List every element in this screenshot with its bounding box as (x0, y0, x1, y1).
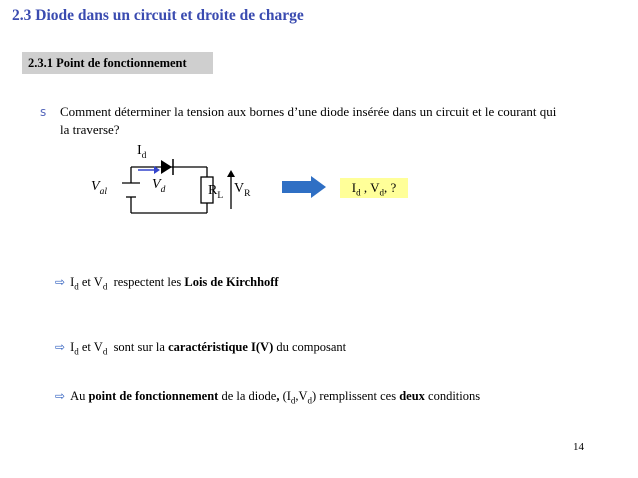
arrow-right-icon: ⇨ (55, 340, 66, 354)
point-operating: ⇨ Au point de fonctionnement de la diode, $(I_d,V_d)$ remplissent ces deux conditions (55, 389, 481, 406)
question-text: Comment déterminer la tension aux bornes d’une diode insérée dans un circuit et le courant qui la traverse? (60, 104, 557, 137)
point-characteristic: ⇨ $I_d$ et $V_d$ sont sur la caractéristique I(V) du composant (55, 340, 347, 357)
page-number: 14 (573, 441, 584, 453)
point-kirchhoff: ⇨ $I_d$ et $V_d$ respectent les Lois de Kirchhoff (55, 275, 279, 292)
current-label: $I_d$ (137, 143, 147, 161)
bullet-icon: s (40, 105, 47, 119)
page-title: 2.3 Diode dans un circuit et droite de charge (12, 7, 304, 24)
big-arrow-icon (282, 176, 326, 198)
resistor-voltage-label: $V_R$ (234, 181, 251, 199)
voltage-arrow (227, 170, 235, 177)
arrow-right-icon: ⇨ (55, 389, 66, 403)
arrow-right-icon: ⇨ (55, 275, 66, 289)
diode-voltage-label: $V_d$ (152, 177, 166, 195)
source-voltage-label: $V_{al}$ (91, 179, 107, 197)
resistor-label: $R_L$ (208, 183, 224, 201)
result-box: $I_d$ , $V_d$, ? (340, 178, 408, 198)
diode-symbol (161, 160, 172, 174)
section-title: 2.3.1 Point de fonctionnement (22, 52, 213, 74)
